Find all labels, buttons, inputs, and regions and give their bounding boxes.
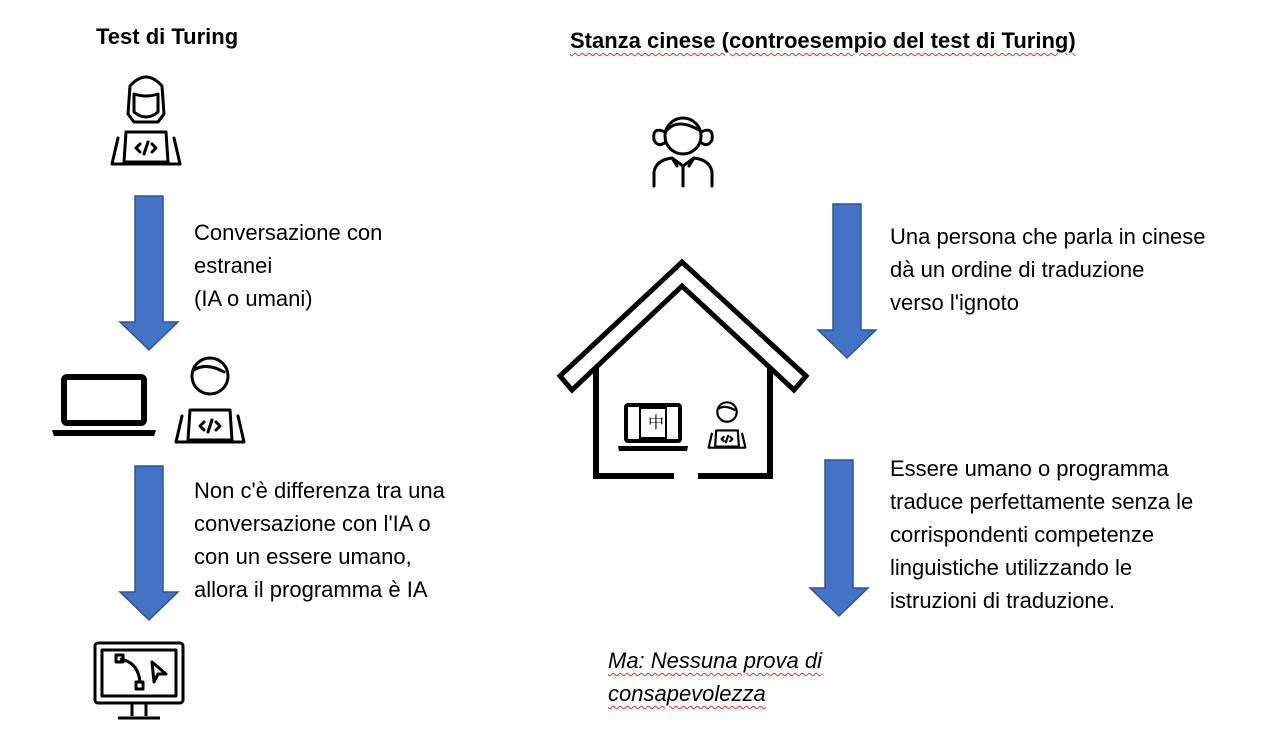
laptop-icon (50, 374, 158, 440)
person-with-laptop-icon (706, 398, 748, 452)
right-step1-text: Una persona che parla in cinese dà un ordine di traduzione verso l'ignoto (890, 224, 1206, 315)
right-title: Stanza cinese (controesempio del test di Turing) (570, 28, 1076, 53)
down-arrow-2 (118, 466, 180, 622)
left-step2-text: Non c'è differenza tra una conversazione con l'IA o con un essere umano, allora il programma è IA (194, 478, 445, 602)
right-step2-text: Essere umano o programma traduce perfettamente senza le corrispondenti competenze linguistiche utilizzando le istruzioni di traduzione. (890, 456, 1194, 613)
left-title: Test di Turing (96, 24, 239, 49)
person-with-laptop-icon (108, 72, 184, 172)
chinese-character: 中 (648, 413, 665, 432)
down-arrow-3 (816, 204, 878, 360)
left-step1-text: Conversazione con estranei (IA o umani) (194, 220, 383, 311)
down-arrow-1 (118, 196, 180, 352)
down-arrow-4 (808, 460, 870, 618)
girl-with-pigtails-icon (644, 108, 722, 188)
monitor-with-vector-curve-icon (92, 640, 186, 722)
conclusion-text: Ma: Nessuna prova di consapevolezza (608, 648, 822, 706)
person-with-laptop-icon (172, 350, 248, 450)
